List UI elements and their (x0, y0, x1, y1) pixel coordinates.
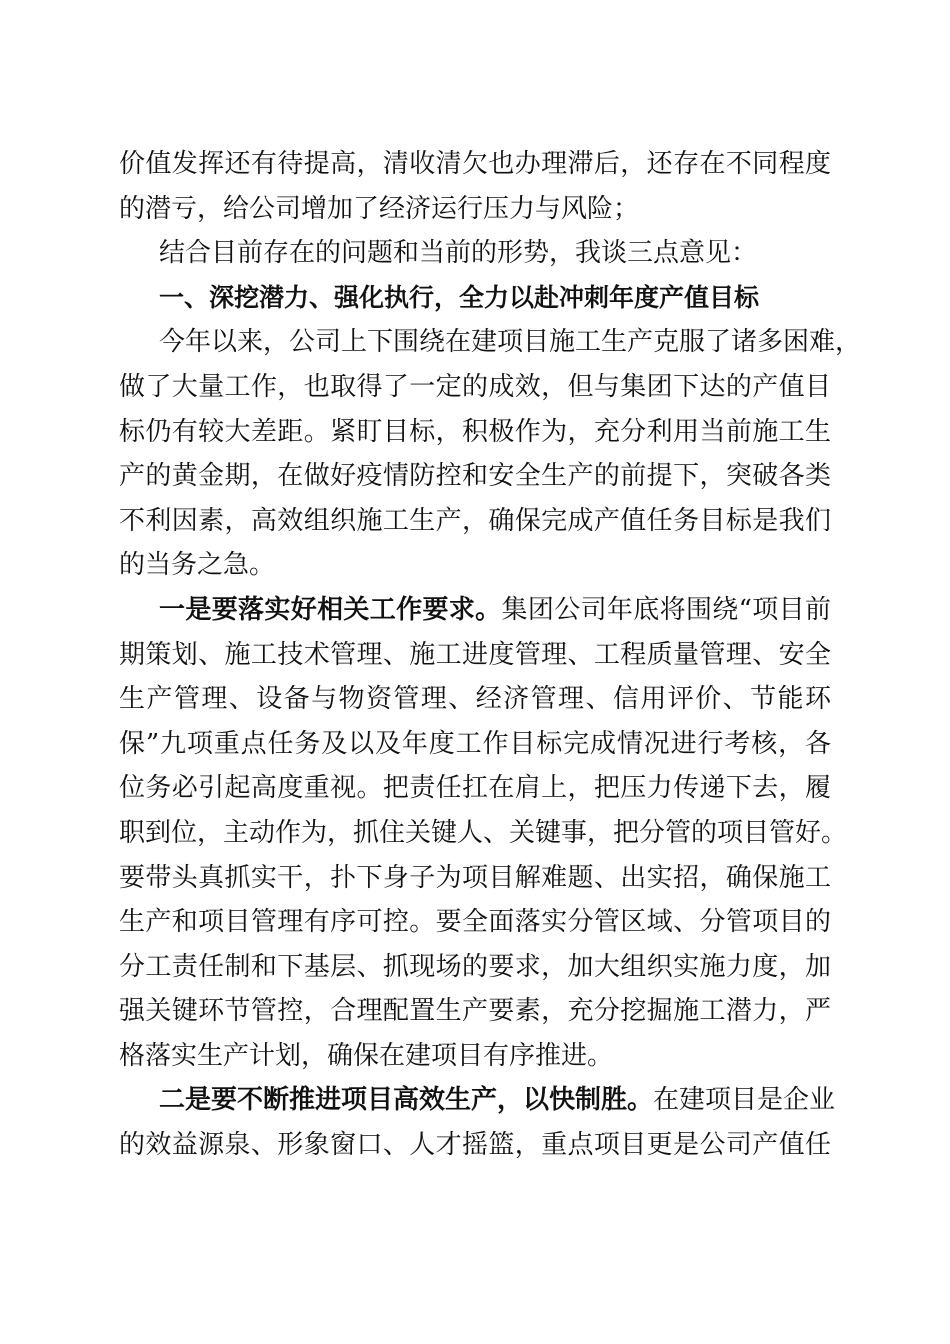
text-line: 价值发挥还有待提高，清收清欠也办理滞后，还存在不同程度 (119, 149, 831, 179)
paragraph-first-line (119, 588, 831, 633)
text-line: 位务必引起高度重视。把责任扛在肩上，把压力传递下去，履 (119, 773, 831, 804)
text-line: 保”九项重点任务及以及年度工作目标完成情况进行考核，各 (119, 728, 831, 759)
paragraph-lead: 一是要落实好相关工作要求。 (159, 594, 502, 625)
text-line: 今年以来，公司上下围绕在建项目施工生产克服了诸多困难， (159, 327, 862, 358)
text-line: 生产管理、设备与物资管理、经济管理、信用评价、节能环 (119, 684, 831, 715)
paragraph-lead-rest: 集团公司年底将围绕“项目前 (501, 594, 831, 625)
text-line: 做了大量工作，也取得了一定的成效，但与集团下达的产值目 (119, 371, 831, 402)
text-line: 标仍有较大差距。紧盯目标，积极作为，充分利用当前施工生 (119, 416, 831, 447)
text-line: 不利因素，高效组织施工生产，确保完成产值任务目标是我们 (119, 505, 831, 536)
paragraph-lead: 二是要不断推进项目高效生产，以快制胜。 (159, 1085, 654, 1116)
text-line: 要带头真抓实干，扑下身子为项目解难题、出实招，确保施工 (119, 862, 831, 893)
text-line: 分工责任制和下基层、抓现场的要求，加大组织实施力度，加 (119, 951, 831, 982)
text-line: 期策划、施工技术管理、施工进度管理、工程质量管理、安全 (119, 639, 831, 670)
paragraph-lead-rest: 在建项目是企业 (653, 1085, 836, 1116)
section-heading: 一、深挖潜力、强化执行，全力以赴冲刺年度产值目标 (159, 282, 760, 312)
text-line: 格落实生产计划，确保在建项目有序推进。 (119, 1040, 614, 1071)
text-line: 生产和项目管理有序可控。要全面落实分管区域、分管项目的 (119, 907, 831, 938)
paragraph-first-line (119, 1078, 836, 1123)
text-line: 的效益源泉、形象窗口、人才摇篮，重点项目更是公司产值任 (119, 1130, 831, 1161)
text-line: 结合目前存在的问题和当前的形势，我谈三点意见： (159, 238, 758, 269)
text-line: 产的黄金期，在做好疫情防控和安全生产的前提下，突破各类 (119, 461, 831, 492)
text-line: 强关键环节管控，合理配置生产要素，充分挖掘施工潜力，严 (119, 996, 831, 1027)
text-line: 的潜亏，给公司增加了经济运行压力与风险； (119, 193, 640, 224)
text-line: 职到位，主动作为，抓住关键人、关键事，把分管的项目管好。 (119, 817, 848, 848)
text-line: 的当务之急。 (119, 550, 276, 581)
document-body (119, 142, 862, 1168)
